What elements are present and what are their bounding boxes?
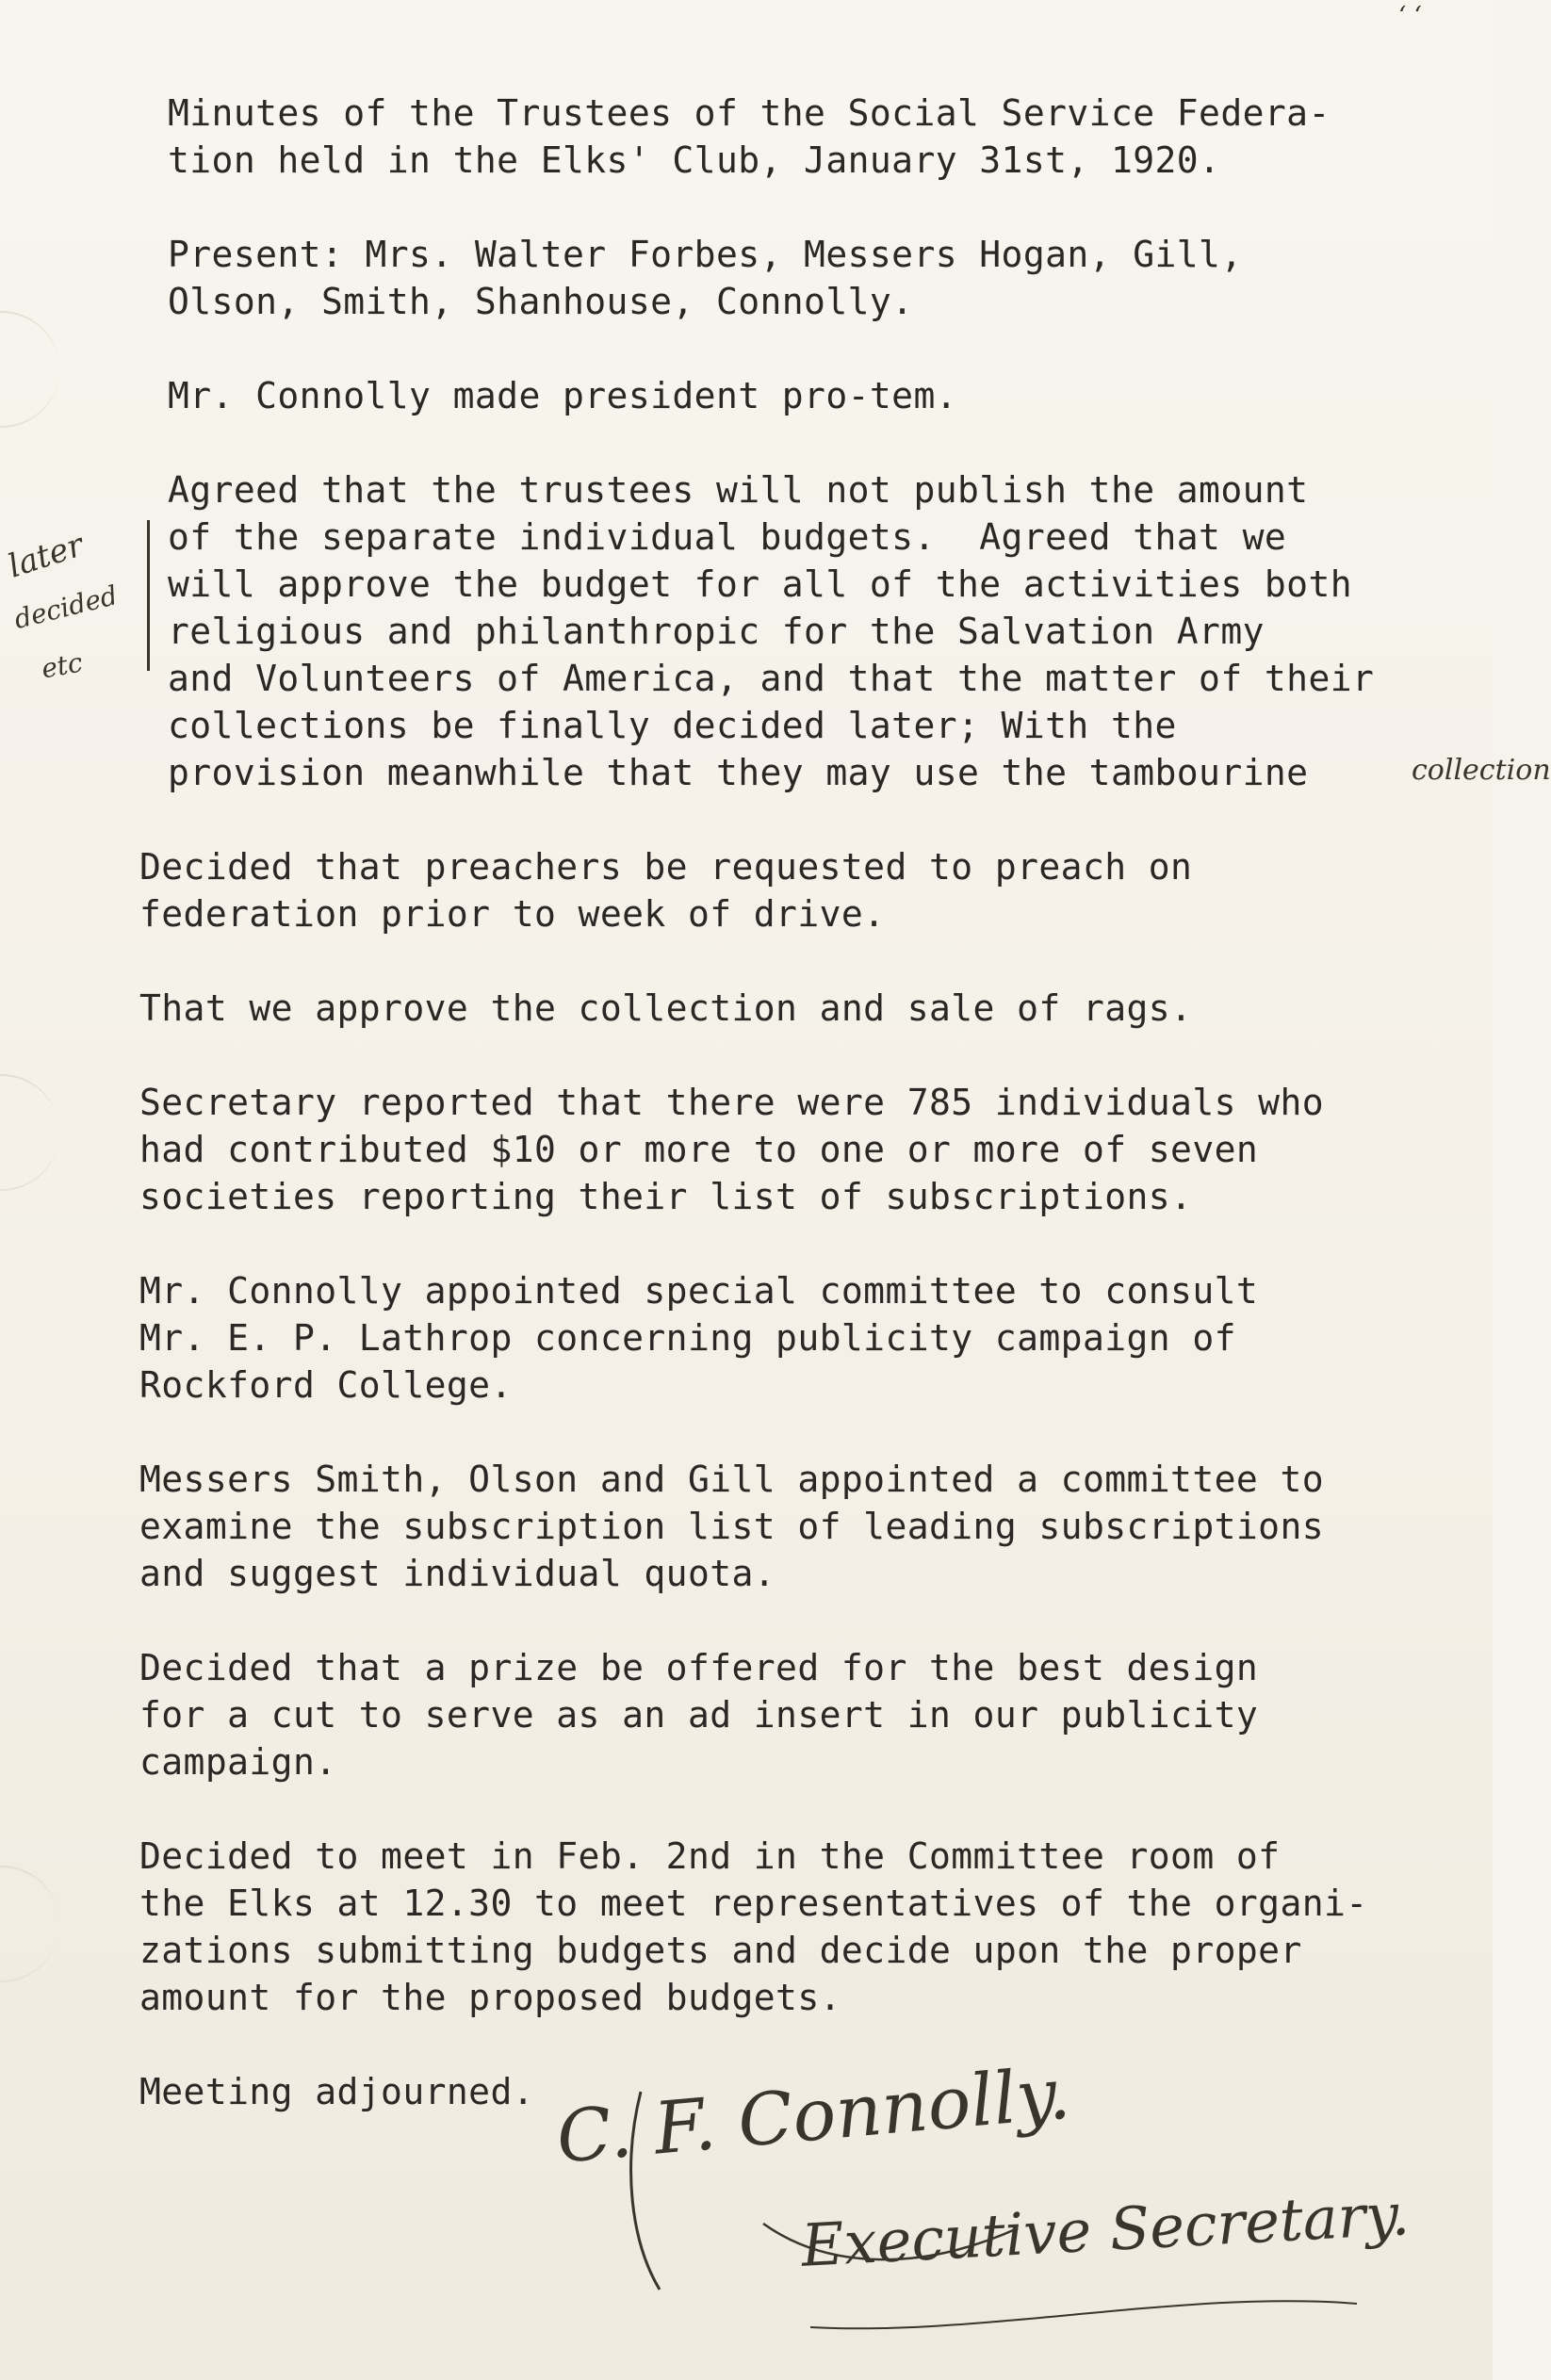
prize-line-2: for a cut to serve as an ad insert in our publicity bbox=[139, 1694, 1259, 1736]
prize-line-1: Decided that a prize be offered for the best design bbox=[139, 1647, 1259, 1688]
signature-flourish bbox=[528, 2054, 1479, 2374]
margin-bracket bbox=[147, 520, 150, 671]
margin-note-word-1: later bbox=[3, 526, 89, 586]
secretary-line-2: had contributed $10 or more to one or more of seven bbox=[139, 1129, 1259, 1170]
secretary-line-3: societies reporting their list of subscriptions. bbox=[139, 1176, 1193, 1217]
signature-title: Executive Secretary. bbox=[799, 2179, 1412, 2280]
rags-line: That we approve the collection and sale of rags. bbox=[139, 987, 1193, 1029]
title-line-1: Minutes of the Trustees of the Social Service Federa- bbox=[168, 92, 1331, 134]
prize-line-3: campaign. bbox=[139, 1741, 337, 1783]
messers-line-2: examine the subscription list of leading subscriptions bbox=[139, 1506, 1325, 1547]
adjourned-line: Meeting adjourned. bbox=[139, 2071, 535, 2112]
agreed-line-2: of the separate individual budgets. Agreed that we bbox=[168, 516, 1287, 558]
messers-line-1: Messers Smith, Olson and Gill appointed a committee to bbox=[139, 1459, 1325, 1500]
corner-mark: ‘ ‘ bbox=[1398, 2, 1422, 30]
agreed-line-7: provision meanwhile that they may use the tambourine bbox=[168, 752, 1309, 793]
punch-hole-bottom bbox=[0, 1866, 59, 1982]
signature-name: C. F. Connolly. bbox=[553, 2050, 1073, 2179]
present-line-1: Present: Mrs. Walter Forbes, Messers Hogan, Gill, bbox=[168, 234, 1243, 275]
agreed-line-5: and Volunteers of America, and that the matter of their bbox=[168, 658, 1375, 699]
committee-line-1: Mr. Connolly appointed special committee to consult bbox=[139, 1270, 1259, 1312]
meet-line-3: zations submitting budgets and decide upon the proper bbox=[139, 1930, 1302, 1971]
handwritten-insert: collection bbox=[1412, 754, 1551, 787]
margin-note-word-2: decided bbox=[10, 579, 121, 636]
meet-line-2: the Elks at 12.30 to meet representatives of the organi- bbox=[139, 1883, 1368, 1924]
margin-note-word-3: etc bbox=[39, 646, 86, 685]
present-line-2: Olson, Smith, Shanhouse, Connolly. bbox=[168, 281, 914, 322]
committee-line-2: Mr. E. P. Lathrop concerning publicity campaign of bbox=[139, 1317, 1236, 1359]
president-line: Mr. Connolly made president pro-tem. bbox=[168, 375, 958, 416]
agreed-line-1: Agreed that the trustees will not publish the amount bbox=[168, 469, 1309, 511]
meet-line-4: amount for the proposed budgets. bbox=[139, 1977, 841, 2018]
punch-hole-middle bbox=[0, 1074, 59, 1191]
punch-hole-top bbox=[0, 311, 59, 428]
committee-line-3: Rockford College. bbox=[139, 1364, 513, 1406]
agreed-line-4: religious and philanthropic for the Salvation Army bbox=[168, 611, 1265, 652]
messers-line-3: and suggest individual quota. bbox=[139, 1553, 776, 1594]
agreed-line-6: collections be finally decided later; With the bbox=[168, 705, 1177, 746]
secretary-line-1: Secretary reported that there were 785 individuals who bbox=[139, 1082, 1325, 1123]
title-line-2: tion held in the Elks' Club, January 31st, 1920. bbox=[168, 139, 1221, 181]
meet-line-1: Decided to meet in Feb. 2nd in the Committee room of bbox=[139, 1835, 1281, 1877]
agreed-line-3: will approve the budget for all of the activities both bbox=[168, 563, 1353, 605]
preachers-line-2: federation prior to week of drive. bbox=[139, 893, 886, 935]
preachers-line-1: Decided that preachers be requested to preach on bbox=[139, 846, 1193, 888]
